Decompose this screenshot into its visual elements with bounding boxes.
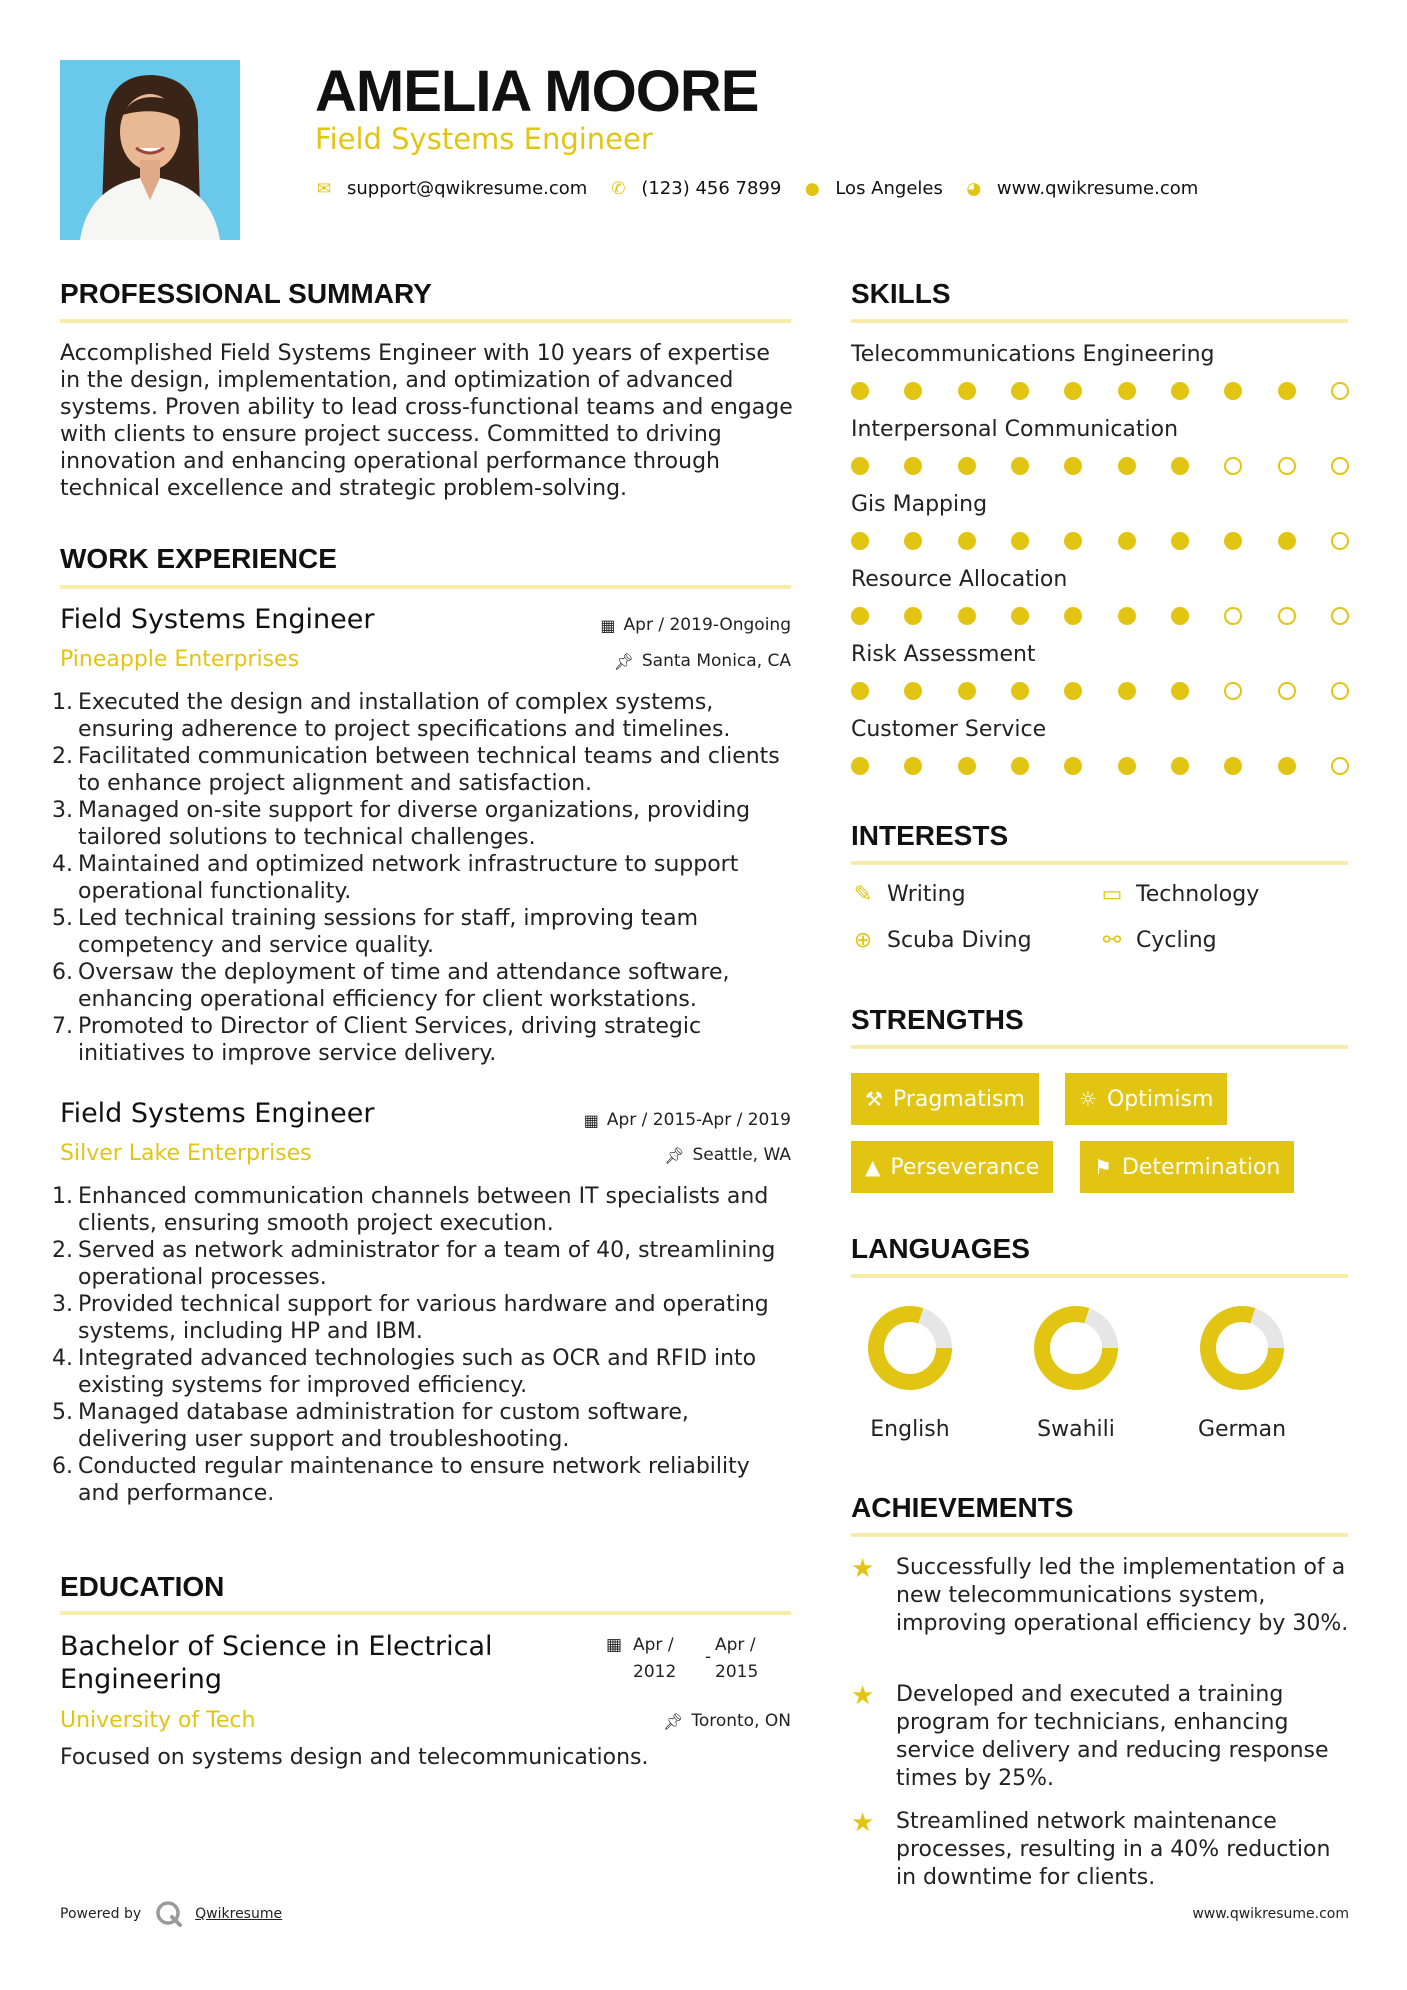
skill-rating [851, 457, 1349, 475]
summary-text: Accomplished Field Systems Engineer with 10 years of expertise in the design, implementation, and optimization of advanced systems. Proven ability to lead cross-functional teams and engage with clients to ensure project success. Committed to driving innovation and enhancing operational performance through technical excellence and strategic problem-solving. [60, 341, 793, 501]
rating-dot-filled [1011, 757, 1029, 775]
job-title: Field Systems Engineer [60, 1098, 375, 1129]
skill-name: Resource Allocation [851, 567, 1068, 592]
school-name: University of Tech [60, 1708, 256, 1733]
bicycle-icon: ⚯ [1102, 928, 1122, 953]
strengths-divider [851, 1045, 1348, 1049]
rating-dot-filled [1224, 757, 1242, 775]
language-item [1172, 1305, 1312, 1442]
interest-writing: ✎ Writing [851, 882, 966, 907]
laptop-icon: ▭ [1101, 882, 1123, 907]
achievement-item: ★ Streamlined network maintenance processes, resulting in a 40% reduction in downtime for clients. [851, 1808, 1331, 1890]
job-company: Silver Lake Enterprises [60, 1141, 312, 1166]
rating-dot-filled [904, 532, 922, 550]
rating-dot-filled [904, 682, 922, 700]
rating-dot-filled [1118, 457, 1136, 475]
job-bullets [52, 1183, 797, 1507]
rating-dot-filled [1171, 457, 1189, 475]
school-location [663, 1711, 791, 1731]
skill-name: Interpersonal Communication [851, 417, 1179, 442]
strength-badge: ⚒ Pragmatism [851, 1073, 1039, 1125]
rating-dot-empty [1331, 382, 1349, 400]
star-icon: ★ [851, 1808, 875, 1838]
interest-cycling: ⚯ Cycling [1100, 928, 1217, 953]
rating-dot-filled [958, 532, 976, 550]
list-item: 1. Enhanced communication channels between IT specialists and clients, ensuring smooth project execution. [52, 1184, 769, 1236]
skill-name: Gis Mapping [851, 492, 988, 517]
list-item: 5. Managed database administration for custom software, delivering user support and troubleshooting. [52, 1400, 689, 1452]
skill-rating [851, 532, 1349, 550]
edu-date-separator: - [705, 1647, 712, 1667]
rating-dot-filled [1011, 532, 1029, 550]
rating-dot-filled [1278, 382, 1296, 400]
rating-dot-empty [1331, 457, 1349, 475]
rating-dot-filled [1171, 532, 1189, 550]
achievements-heading: ACHIEVEMENTS [851, 1492, 1074, 1523]
globe-icon: ◕ [966, 178, 982, 199]
education-description: Focused on systems design and telecommunications. [60, 1745, 649, 1770]
job-date-text: Apr / 2015-Apr / 2019 [606, 1110, 791, 1130]
job-title: Field Systems Engineer [60, 604, 375, 635]
language-donut [867, 1305, 953, 1391]
work-divider [60, 585, 791, 589]
candidate-role: Field Systems Engineer [315, 122, 653, 156]
rating-dot-filled [1278, 757, 1296, 775]
job-location-text: Seattle, WA [692, 1145, 791, 1165]
qwikresume-link[interactable]: Qwikresume [195, 1906, 283, 1922]
rating-dot-filled [1064, 757, 1082, 775]
rating-dot-filled [904, 457, 922, 475]
strength-badge: ▲ Perseverance [851, 1141, 1053, 1193]
list-item: 2. Served as network administrator for a team of 40, streamlining operational processes. [52, 1238, 776, 1290]
profile-photo [60, 60, 240, 240]
footer-website[interactable]: www.qwikresume.com [1192, 1906, 1349, 1922]
phone-text: (123) 456 7899 [641, 178, 782, 199]
work-heading: WORK EXPERIENCE [60, 543, 337, 574]
rating-dot-filled [1171, 382, 1189, 400]
lifebuoy-icon: ⊕ [853, 928, 873, 953]
rating-dot-empty [1278, 682, 1296, 700]
rating-dot-filled [1064, 382, 1082, 400]
job-location-text: Santa Monica, CA [641, 651, 791, 671]
calendar-icon: ▦ [606, 1635, 623, 1655]
job-date [584, 1110, 791, 1130]
rating-dot-filled [1011, 607, 1029, 625]
list-item: 7. Promoted to Director of Client Services, driving strategic initiatives to improve service delivery. [52, 1014, 702, 1066]
achievement-item: ★ Developed and executed a training program for technicians, enhancing service delivery and reducing response times by 25%. [851, 1681, 1329, 1791]
rating-dot-filled [851, 382, 869, 400]
strength-badge: ⚑ Determination [1080, 1141, 1294, 1193]
education-heading: EDUCATION [60, 1571, 225, 1602]
job-date [600, 615, 791, 635]
list-item: 4. Integrated advanced technologies such as OCR and RFID into existing systems for improved efficiency. [52, 1346, 757, 1398]
interest-scuba-diving: ⊕ Scuba Diving [851, 928, 1032, 953]
candidate-name: AMELIA MOORE [315, 59, 759, 124]
rating-dot-empty [1331, 607, 1349, 625]
rating-dot-filled [1118, 607, 1136, 625]
rating-dot-filled [904, 382, 922, 400]
rating-dot-filled [851, 607, 869, 625]
rating-dot-filled [1118, 757, 1136, 775]
rating-dot-filled [1118, 382, 1136, 400]
rating-dot-empty [1278, 457, 1296, 475]
skills-divider [851, 319, 1348, 323]
rating-dot-empty [1224, 457, 1242, 475]
languages-divider [851, 1274, 1348, 1278]
rating-dot-filled [851, 757, 869, 775]
list-item: 2. Facilitated communication between technical teams and clients to enhance project alignment and satisfaction. [52, 744, 780, 796]
job-date-text: Apr / 2019-Ongoing [623, 615, 791, 635]
list-item: 6. Conducted regular maintenance to ensure network reliability and performance. [52, 1454, 750, 1506]
contact-location [803, 178, 943, 199]
rating-dot-filled [1064, 457, 1082, 475]
list-item: 3. Managed on-site support for diverse organizations, providing tailored solutions to technical challenges. [52, 798, 751, 850]
job-location [614, 651, 791, 671]
list-item: 4. Maintained and optimized network infrastructure to support operational functionality. [52, 852, 739, 904]
language-item [1006, 1305, 1146, 1442]
rating-dot-filled [1064, 532, 1082, 550]
rating-dot-filled [1171, 607, 1189, 625]
rating-dot-filled [958, 457, 976, 475]
list-item: 1. Executed the design and installation of complex systems, ensuring adherence to project specifications and timelines. [52, 690, 731, 742]
degree-title: Bachelor of Science in Electrical Engineering [60, 1631, 493, 1695]
rating-dot-filled [1064, 607, 1082, 625]
school-location-text: Toronto, ON [691, 1711, 791, 1731]
language-item [840, 1305, 980, 1442]
map-pin-icon: ● [804, 178, 820, 199]
language-donut [1033, 1305, 1119, 1391]
pin-icon: 📌︎ [664, 1145, 685, 1165]
list-item: 3. Provided technical support for various hardware and operating systems, including HP and IBM. [52, 1292, 769, 1344]
email-text: support@qwikresume.com [347, 178, 588, 199]
education-divider [60, 1611, 791, 1615]
job-location [664, 1145, 791, 1165]
skill-rating [851, 757, 1349, 775]
summary-divider [60, 319, 791, 323]
profile-photo-image [60, 60, 240, 240]
star-icon: ★ [851, 1554, 875, 1584]
skills-heading: SKILLS [851, 278, 951, 309]
job-company: Pineapple Enterprises [60, 647, 300, 672]
contact-phone[interactable] [609, 178, 781, 199]
skill-name: Customer Service [851, 717, 1047, 742]
list-item: 6. Oversaw the deployment of time and attendance software, enhancing operational efficiency for client workstations. [52, 960, 730, 1012]
rating-dot-filled [851, 682, 869, 700]
qwikresume-logo-icon [155, 1900, 183, 1928]
pencil-icon: ✎ [853, 882, 873, 907]
star-icon: ★ [851, 1681, 875, 1711]
rating-dot-filled [904, 607, 922, 625]
rating-dot-filled [1171, 757, 1189, 775]
pin-icon: 📌︎ [613, 651, 634, 671]
calendar-icon: ▦ [583, 1110, 599, 1130]
rating-dot-filled [958, 682, 976, 700]
flag-icon: ⚑ [1094, 1155, 1112, 1179]
rating-dot-filled [1278, 532, 1296, 550]
languages-heading: LANGUAGES [851, 1233, 1030, 1264]
language-name: Swahili [1037, 1417, 1115, 1442]
language-name: English [870, 1417, 950, 1442]
contact-website[interactable] [965, 178, 1198, 199]
achievement-item: ★ Successfully led the implementation of a new telecommunications system, improving operational efficiency by 30%. [851, 1554, 1349, 1636]
edu-date-end: Apr / 2015 [715, 1635, 759, 1682]
rating-dot-filled [958, 757, 976, 775]
website-text: www.qwikresume.com [996, 178, 1199, 199]
language-name: German [1197, 1417, 1287, 1442]
list-item: 5. Led technical training sessions for staff, improving team competency and service quality. [52, 906, 699, 958]
rating-dot-empty [1224, 682, 1242, 700]
rating-dot-empty [1278, 607, 1296, 625]
skill-rating [851, 382, 1349, 400]
rating-dot-filled [1011, 382, 1029, 400]
rating-dot-filled [851, 532, 869, 550]
strength-badge: ☼ Optimism [1065, 1073, 1227, 1125]
job-bullets [52, 689, 797, 1067]
skill-name: Telecommunications Engineering [851, 342, 1215, 367]
rating-dot-filled [851, 457, 869, 475]
rating-dot-filled [904, 757, 922, 775]
achievements-divider [851, 1533, 1348, 1537]
skill-name: Risk Assessment [851, 642, 1036, 667]
rating-dot-filled [1171, 682, 1189, 700]
rating-dot-empty [1331, 682, 1349, 700]
calendar-icon: ▦ [600, 615, 616, 635]
strengths-heading: STRENGTHS [851, 1004, 1024, 1035]
rating-dot-filled [1118, 532, 1136, 550]
envelope-icon: ✉ [316, 178, 332, 199]
rating-dot-filled [958, 382, 976, 400]
interests-divider [851, 861, 1348, 865]
pin-icon: 📌︎ [663, 1711, 684, 1731]
rating-dot-filled [958, 607, 976, 625]
gavel-icon: ⚒ [865, 1087, 883, 1111]
rating-dot-empty [1331, 757, 1349, 775]
rating-dot-filled [1064, 682, 1082, 700]
rating-dot-filled [1224, 382, 1242, 400]
interests-heading: INTERESTS [851, 820, 1009, 851]
contact-email[interactable] [315, 178, 587, 199]
location-text: Los Angeles [835, 178, 943, 199]
contact-bar [315, 178, 1220, 199]
rating-dot-empty [1224, 607, 1242, 625]
rating-dot-empty [1331, 532, 1349, 550]
rating-dot-filled [1118, 682, 1136, 700]
summary-heading: PROFESSIONAL SUMMARY [60, 278, 432, 309]
phone-icon: ✆ [611, 178, 626, 199]
road-icon: ▲ [865, 1155, 881, 1179]
interest-technology: ▭ Technology [1101, 882, 1260, 907]
rating-dot-filled [1011, 457, 1029, 475]
rating-dot-filled [1224, 532, 1242, 550]
language-donut [1199, 1305, 1285, 1391]
edu-date-start: Apr / 2012 [633, 1635, 677, 1682]
rating-dot-filled [1011, 682, 1029, 700]
footer-powered-by: Powered by Qwikresume [60, 1900, 282, 1928]
skill-rating [851, 682, 1349, 700]
sun-icon: ☼ [1079, 1087, 1097, 1111]
skill-rating [851, 607, 1349, 625]
